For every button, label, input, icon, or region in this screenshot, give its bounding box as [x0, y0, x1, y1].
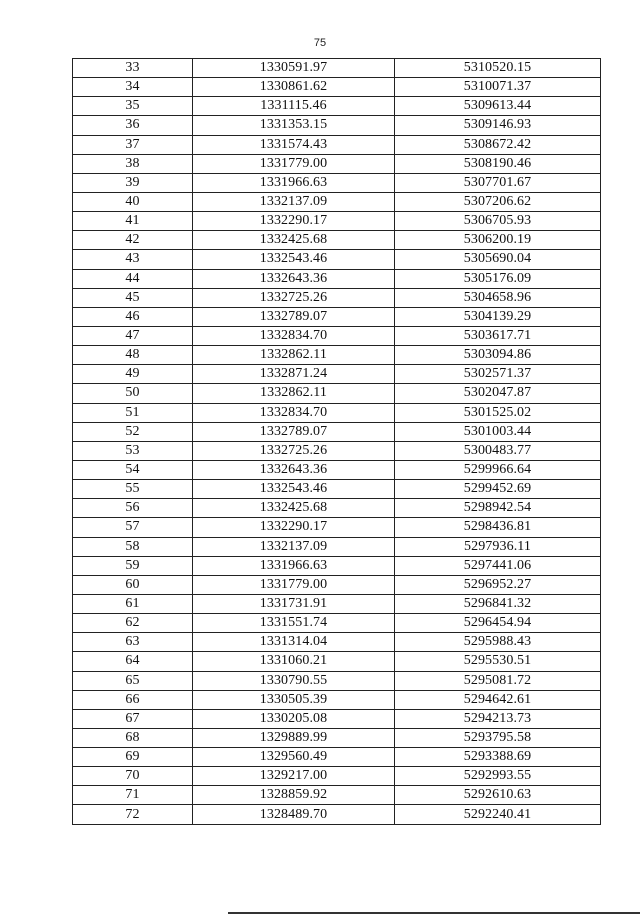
- x-coordinate-cell: 1328859.92: [193, 786, 395, 805]
- point-number-cell: 41: [73, 212, 193, 231]
- point-number-cell: 51: [73, 403, 193, 422]
- y-coordinate-cell: 5298436.81: [395, 518, 601, 537]
- x-coordinate-cell: 1331115.46: [193, 97, 395, 116]
- y-coordinate-cell: 5295081.72: [395, 671, 601, 690]
- y-coordinate-cell: 5301525.02: [395, 403, 601, 422]
- x-coordinate-cell: 1329560.49: [193, 748, 395, 767]
- y-coordinate-cell: 5305176.09: [395, 269, 601, 288]
- table-row: [73, 250, 601, 269]
- table-row: [73, 231, 601, 250]
- table-row: [73, 97, 601, 116]
- y-coordinate-cell: 5310071.37: [395, 78, 601, 97]
- x-coordinate-cell: 1330861.62: [193, 78, 395, 97]
- x-coordinate-cell: 1332543.46: [193, 250, 395, 269]
- x-coordinate-cell: 1331779.00: [193, 154, 395, 173]
- table-row: [73, 518, 601, 537]
- x-coordinate-cell: 1332789.07: [193, 422, 395, 441]
- point-number-cell: 70: [73, 767, 193, 786]
- coordinate-table-body: [73, 59, 601, 825]
- y-coordinate-cell: 5292610.63: [395, 786, 601, 805]
- table-row: [73, 633, 601, 652]
- x-coordinate-cell: 1332834.70: [193, 326, 395, 345]
- y-coordinate-cell: 5296952.27: [395, 575, 601, 594]
- point-number-cell: 35: [73, 97, 193, 116]
- x-coordinate-cell: 1330790.55: [193, 671, 395, 690]
- y-coordinate-cell: 5298942.54: [395, 499, 601, 518]
- y-coordinate-cell: 5299452.69: [395, 480, 601, 499]
- table-row: [73, 614, 601, 633]
- table-row: [73, 556, 601, 575]
- table-row: [73, 480, 601, 499]
- point-number-cell: 61: [73, 594, 193, 613]
- point-number-cell: 53: [73, 441, 193, 460]
- y-coordinate-cell: 5293795.58: [395, 728, 601, 747]
- x-coordinate-cell: 1332290.17: [193, 212, 395, 231]
- y-coordinate-cell: 5295988.43: [395, 633, 601, 652]
- coordinate-table: [72, 58, 601, 825]
- x-coordinate-cell: 1330205.08: [193, 709, 395, 728]
- y-coordinate-cell: 5309613.44: [395, 97, 601, 116]
- y-coordinate-cell: 5293388.69: [395, 748, 601, 767]
- x-coordinate-cell: 1332725.26: [193, 288, 395, 307]
- x-coordinate-cell: 1328489.70: [193, 805, 395, 824]
- table-row: [73, 365, 601, 384]
- x-coordinate-cell: 1331966.63: [193, 173, 395, 192]
- x-coordinate-cell: 1331779.00: [193, 575, 395, 594]
- y-coordinate-cell: 5307206.62: [395, 192, 601, 211]
- x-coordinate-cell: 1332290.17: [193, 518, 395, 537]
- point-number-cell: 42: [73, 231, 193, 250]
- x-coordinate-cell: 1332643.36: [193, 460, 395, 479]
- x-coordinate-cell: 1331551.74: [193, 614, 395, 633]
- point-number-cell: 46: [73, 307, 193, 326]
- table-row: [73, 575, 601, 594]
- point-number-cell: 58: [73, 537, 193, 556]
- table-row: [73, 786, 601, 805]
- table-row: [73, 499, 601, 518]
- point-number-cell: 47: [73, 326, 193, 345]
- y-coordinate-cell: 5302047.87: [395, 384, 601, 403]
- x-coordinate-cell: 1332425.68: [193, 231, 395, 250]
- point-number-cell: 50: [73, 384, 193, 403]
- x-coordinate-cell: 1332862.11: [193, 346, 395, 365]
- x-coordinate-cell: 1331060.21: [193, 652, 395, 671]
- point-number-cell: 34: [73, 78, 193, 97]
- point-number-cell: 38: [73, 154, 193, 173]
- y-coordinate-cell: 5303094.86: [395, 346, 601, 365]
- y-coordinate-cell: 5294213.73: [395, 709, 601, 728]
- table-row: [73, 767, 601, 786]
- table-row: [73, 460, 601, 479]
- x-coordinate-cell: 1332725.26: [193, 441, 395, 460]
- footer-rule: [228, 912, 640, 914]
- point-number-cell: 71: [73, 786, 193, 805]
- y-coordinate-cell: 5304139.29: [395, 307, 601, 326]
- point-number-cell: 72: [73, 805, 193, 824]
- y-coordinate-cell: 5301003.44: [395, 422, 601, 441]
- x-coordinate-cell: 1332834.70: [193, 403, 395, 422]
- point-number-cell: 55: [73, 480, 193, 499]
- table-row: [73, 652, 601, 671]
- x-coordinate-cell: 1331353.15: [193, 116, 395, 135]
- x-coordinate-cell: 1330505.39: [193, 690, 395, 709]
- table-row: [73, 326, 601, 345]
- table-row: [73, 116, 601, 135]
- y-coordinate-cell: 5306705.93: [395, 212, 601, 231]
- x-coordinate-cell: 1332425.68: [193, 499, 395, 518]
- x-coordinate-cell: 1329889.99: [193, 728, 395, 747]
- point-number-cell: 63: [73, 633, 193, 652]
- point-number-cell: 59: [73, 556, 193, 575]
- table-row: [73, 748, 601, 767]
- point-number-cell: 44: [73, 269, 193, 288]
- y-coordinate-cell: 5294642.61: [395, 690, 601, 709]
- y-coordinate-cell: 5296454.94: [395, 614, 601, 633]
- point-number-cell: 49: [73, 365, 193, 384]
- x-coordinate-cell: 1332871.24: [193, 365, 395, 384]
- point-number-cell: 40: [73, 192, 193, 211]
- y-coordinate-cell: 5297441.06: [395, 556, 601, 575]
- y-coordinate-cell: 5309146.93: [395, 116, 601, 135]
- y-coordinate-cell: 5307701.67: [395, 173, 601, 192]
- table-row: [73, 422, 601, 441]
- x-coordinate-cell: 1331574.43: [193, 135, 395, 154]
- point-number-cell: 52: [73, 422, 193, 441]
- table-row: [73, 690, 601, 709]
- point-number-cell: 37: [73, 135, 193, 154]
- y-coordinate-cell: 5303617.71: [395, 326, 601, 345]
- point-number-cell: 64: [73, 652, 193, 671]
- point-number-cell: 48: [73, 346, 193, 365]
- x-coordinate-cell: 1332137.09: [193, 192, 395, 211]
- x-coordinate-cell: 1332862.11: [193, 384, 395, 403]
- y-coordinate-cell: 5306200.19: [395, 231, 601, 250]
- table-row: [73, 135, 601, 154]
- point-number-cell: 69: [73, 748, 193, 767]
- point-number-cell: 60: [73, 575, 193, 594]
- y-coordinate-cell: 5292993.55: [395, 767, 601, 786]
- point-number-cell: 65: [73, 671, 193, 690]
- y-coordinate-cell: 5295530.51: [395, 652, 601, 671]
- y-coordinate-cell: 5310520.15: [395, 59, 601, 78]
- table-row: [73, 269, 601, 288]
- y-coordinate-cell: 5308672.42: [395, 135, 601, 154]
- point-number-cell: 62: [73, 614, 193, 633]
- table-row: [73, 212, 601, 231]
- table-row: [73, 671, 601, 690]
- point-number-cell: 36: [73, 116, 193, 135]
- y-coordinate-cell: 5292240.41: [395, 805, 601, 824]
- table-row: [73, 384, 601, 403]
- table-row: [73, 192, 601, 211]
- y-coordinate-cell: 5300483.77: [395, 441, 601, 460]
- y-coordinate-cell: 5296841.32: [395, 594, 601, 613]
- table-row: [73, 441, 601, 460]
- x-coordinate-cell: 1330591.97: [193, 59, 395, 78]
- point-number-cell: 45: [73, 288, 193, 307]
- point-number-cell: 66: [73, 690, 193, 709]
- table-row: [73, 173, 601, 192]
- point-number-cell: 68: [73, 728, 193, 747]
- y-coordinate-cell: 5302571.37: [395, 365, 601, 384]
- y-coordinate-cell: 5304658.96: [395, 288, 601, 307]
- point-number-cell: 43: [73, 250, 193, 269]
- x-coordinate-cell: 1331731.91: [193, 594, 395, 613]
- y-coordinate-cell: 5297936.11: [395, 537, 601, 556]
- x-coordinate-cell: 1331314.04: [193, 633, 395, 652]
- table-row: [73, 307, 601, 326]
- table-row: [73, 594, 601, 613]
- x-coordinate-cell: 1332643.36: [193, 269, 395, 288]
- table-row: [73, 403, 601, 422]
- point-number-cell: 67: [73, 709, 193, 728]
- table-row: [73, 346, 601, 365]
- table-row: [73, 537, 601, 556]
- x-coordinate-cell: 1332789.07: [193, 307, 395, 326]
- x-coordinate-cell: 1331966.63: [193, 556, 395, 575]
- table-row: [73, 728, 601, 747]
- point-number-cell: 56: [73, 499, 193, 518]
- y-coordinate-cell: 5308190.46: [395, 154, 601, 173]
- x-coordinate-cell: 1332137.09: [193, 537, 395, 556]
- point-number-cell: 33: [73, 59, 193, 78]
- table-row: [73, 154, 601, 173]
- x-coordinate-cell: 1332543.46: [193, 480, 395, 499]
- point-number-cell: 54: [73, 460, 193, 479]
- y-coordinate-cell: 5299966.64: [395, 460, 601, 479]
- table-row: [73, 78, 601, 97]
- table-row: [73, 709, 601, 728]
- x-coordinate-cell: 1329217.00: [193, 767, 395, 786]
- point-number-cell: 57: [73, 518, 193, 537]
- point-number-cell: 39: [73, 173, 193, 192]
- table-row: [73, 59, 601, 78]
- table-row: [73, 805, 601, 824]
- table-row: [73, 288, 601, 307]
- page-number: 75: [313, 37, 327, 49]
- y-coordinate-cell: 5305690.04: [395, 250, 601, 269]
